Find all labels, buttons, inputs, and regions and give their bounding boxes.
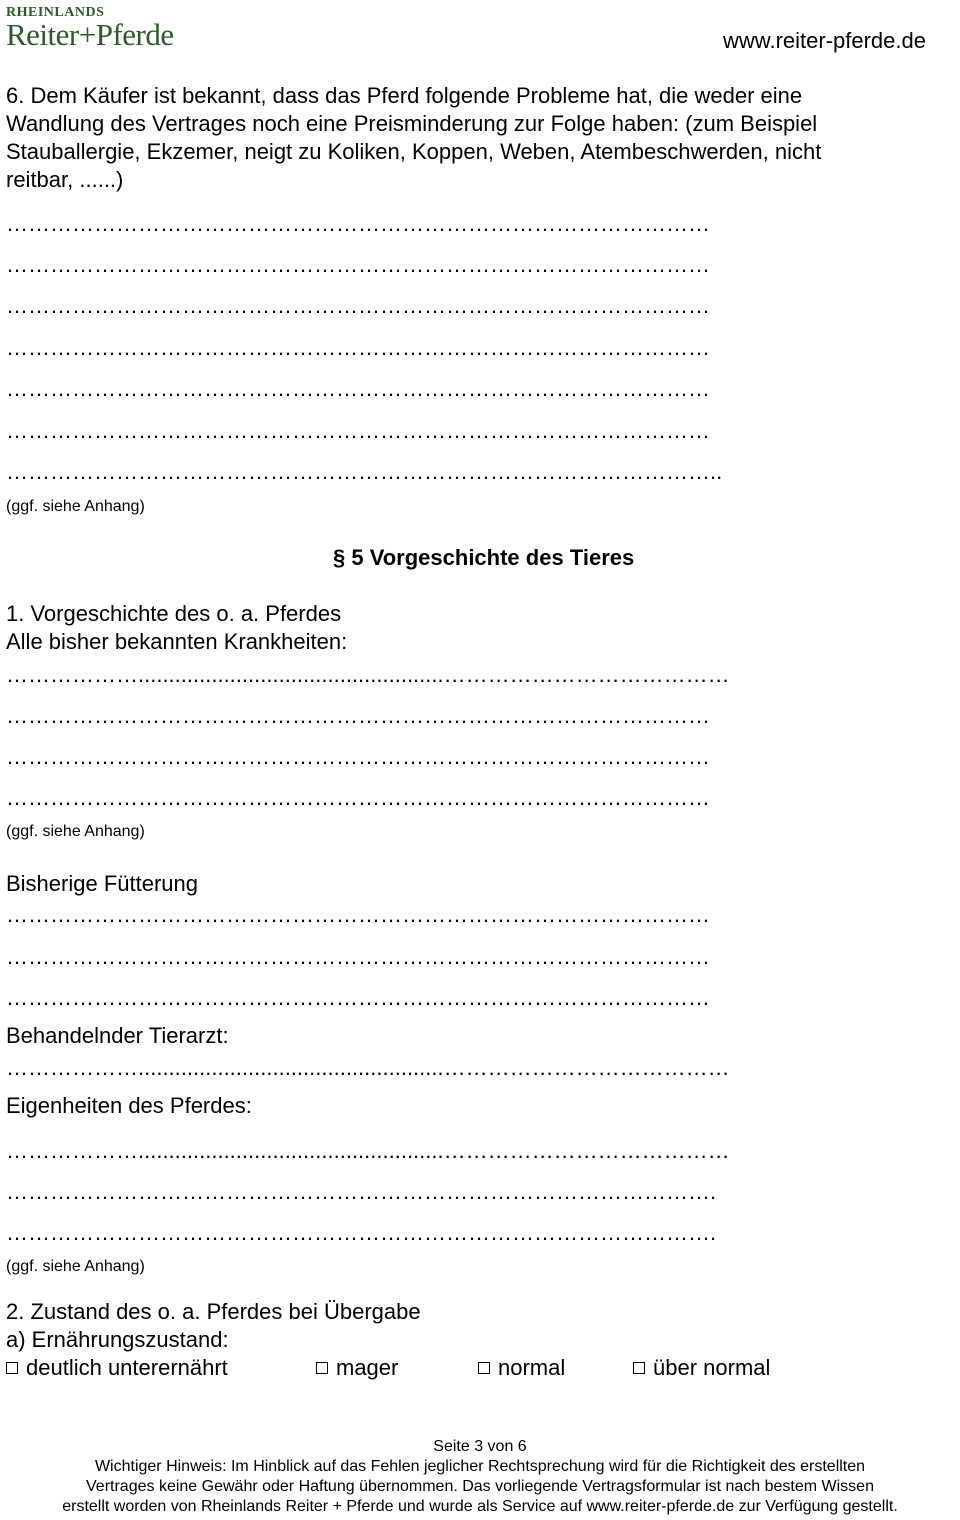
option-label: über normal	[653, 1355, 771, 1380]
option-label: deutlich unterernährt	[26, 1355, 228, 1380]
option-label: normal	[498, 1355, 566, 1380]
footer-disclaimer-line: erstellt worden von Rheinlands Reiter + Pferde und wurde als Service auf www.reiter-pferde.de zur Verfügung gestellt.	[62, 1498, 898, 1515]
section6-line: Wandlung des Vertrages noch eine Preisminderung zur Folge haben: (zum Beispiel	[6, 111, 818, 136]
section6-text	[6, 82, 821, 194]
checkbox-icon[interactable]	[6, 1362, 18, 1374]
section6-line: 6. Dem Käufer ist bekannt, dass das Pferd folgende Probleme hat, die weder eine	[6, 83, 803, 108]
section6-line: reitbar, ......)	[6, 167, 124, 192]
answer-line[interactable]: ……………………………………………………………………………………	[6, 785, 710, 810]
field-label-tierarzt: Behandelnder Tierarzt:	[6, 1023, 229, 1048]
field-label-eigenheiten: Eigenheiten des Pferdes:	[6, 1093, 252, 1118]
note-anhang: (ggf. siehe Anhang)	[6, 1258, 145, 1275]
field-label-fuetterung: Bisherige Fütterung	[6, 871, 198, 896]
answer-line[interactable]: ……………………………………………………………………………………	[6, 376, 710, 401]
logo	[6, 6, 174, 50]
checkbox-icon[interactable]	[633, 1362, 645, 1374]
page-footer	[0, 1437, 960, 1517]
section-heading: § 5 Vorgeschichte des Tieres	[333, 545, 635, 570]
answer-line[interactable]: ……………………………………………………………………………………	[6, 744, 710, 769]
footer-disclaimer-line: Wichtiger Hinweis: Im Hinblick auf das Fehlen jeglicher Rechtsprechung wird für die Richtigkeit des erstellten	[94, 1458, 866, 1475]
page-number: Seite 3 von 6	[433, 1438, 527, 1455]
answer-line[interactable]: ……………………………………………………………………………………	[6, 703, 710, 728]
answer-line[interactable]: ………………..................................................…………………………………	[6, 1055, 730, 1080]
footer-disclaimer-line: Vertrages keine Gewähr oder Haftung übernommen. Das vorliegende Vertragsformular ist nach bestem Wissen	[86, 1478, 874, 1495]
option-deutlich-unterernaehrt[interactable]	[6, 1354, 228, 1382]
answer-line[interactable]: ……………………………………………………………………………………	[6, 944, 710, 969]
option-mager[interactable]	[316, 1354, 398, 1382]
answer-line[interactable]: ……………………………………………………………………………………	[6, 211, 710, 236]
answer-line[interactable]: …………………………………………………………………………………….	[6, 1179, 717, 1204]
option-normal[interactable]	[478, 1354, 565, 1382]
answer-line[interactable]: ………………..................................................…………………………………	[6, 1138, 730, 1163]
note-anhang: (ggf. siehe Anhang)	[6, 498, 145, 515]
field-label-ernaehrung: a) Ernährungszustand:	[6, 1327, 229, 1352]
answer-line[interactable]: ……………………………………………………………………………………	[6, 252, 710, 277]
answer-line[interactable]: ……………………………………………………………………………………..	[6, 459, 723, 484]
section6-line: Stauballergie, Ekzemer, neigt zu Koliken, Koppen, Weben, Atembeschwerden, nicht	[6, 139, 822, 164]
answer-line[interactable]: …………………………………………………………………………………….	[6, 1220, 717, 1245]
answer-line[interactable]: ……………………………………………………………………………………	[6, 335, 710, 360]
answer-line[interactable]: ……………………………………………………………………………………	[6, 418, 710, 443]
logo-top-text: RHEINLANDS	[6, 5, 105, 20]
answer-line[interactable]: ……………………………………………………………………………………	[6, 985, 710, 1010]
subsection-title: 1. Vorgeschichte des o. a. Pferdes	[6, 601, 342, 626]
answer-line[interactable]: ……………………………………………………………………………………	[6, 902, 710, 927]
subsection-title: 2. Zustand des o. a. Pferdes bei Übergabe	[6, 1299, 421, 1324]
checkbox-icon[interactable]	[478, 1362, 490, 1374]
header-url[interactable]: www.reiter-pferde.de	[723, 28, 926, 53]
field-label-krankheiten: Alle bisher bekannten Krankheiten:	[6, 629, 348, 654]
note-anhang: (ggf. siehe Anhang)	[6, 823, 145, 840]
option-ueber-normal[interactable]	[633, 1354, 770, 1382]
checkbox-icon[interactable]	[316, 1362, 328, 1374]
option-label: mager	[336, 1355, 399, 1380]
answer-line[interactable]: ………………..................................................…………………………………	[6, 662, 730, 687]
logo-main-text: Reiter+Pferde	[6, 17, 174, 52]
answer-line[interactable]: ……………………………………………………………………………………	[6, 293, 710, 318]
